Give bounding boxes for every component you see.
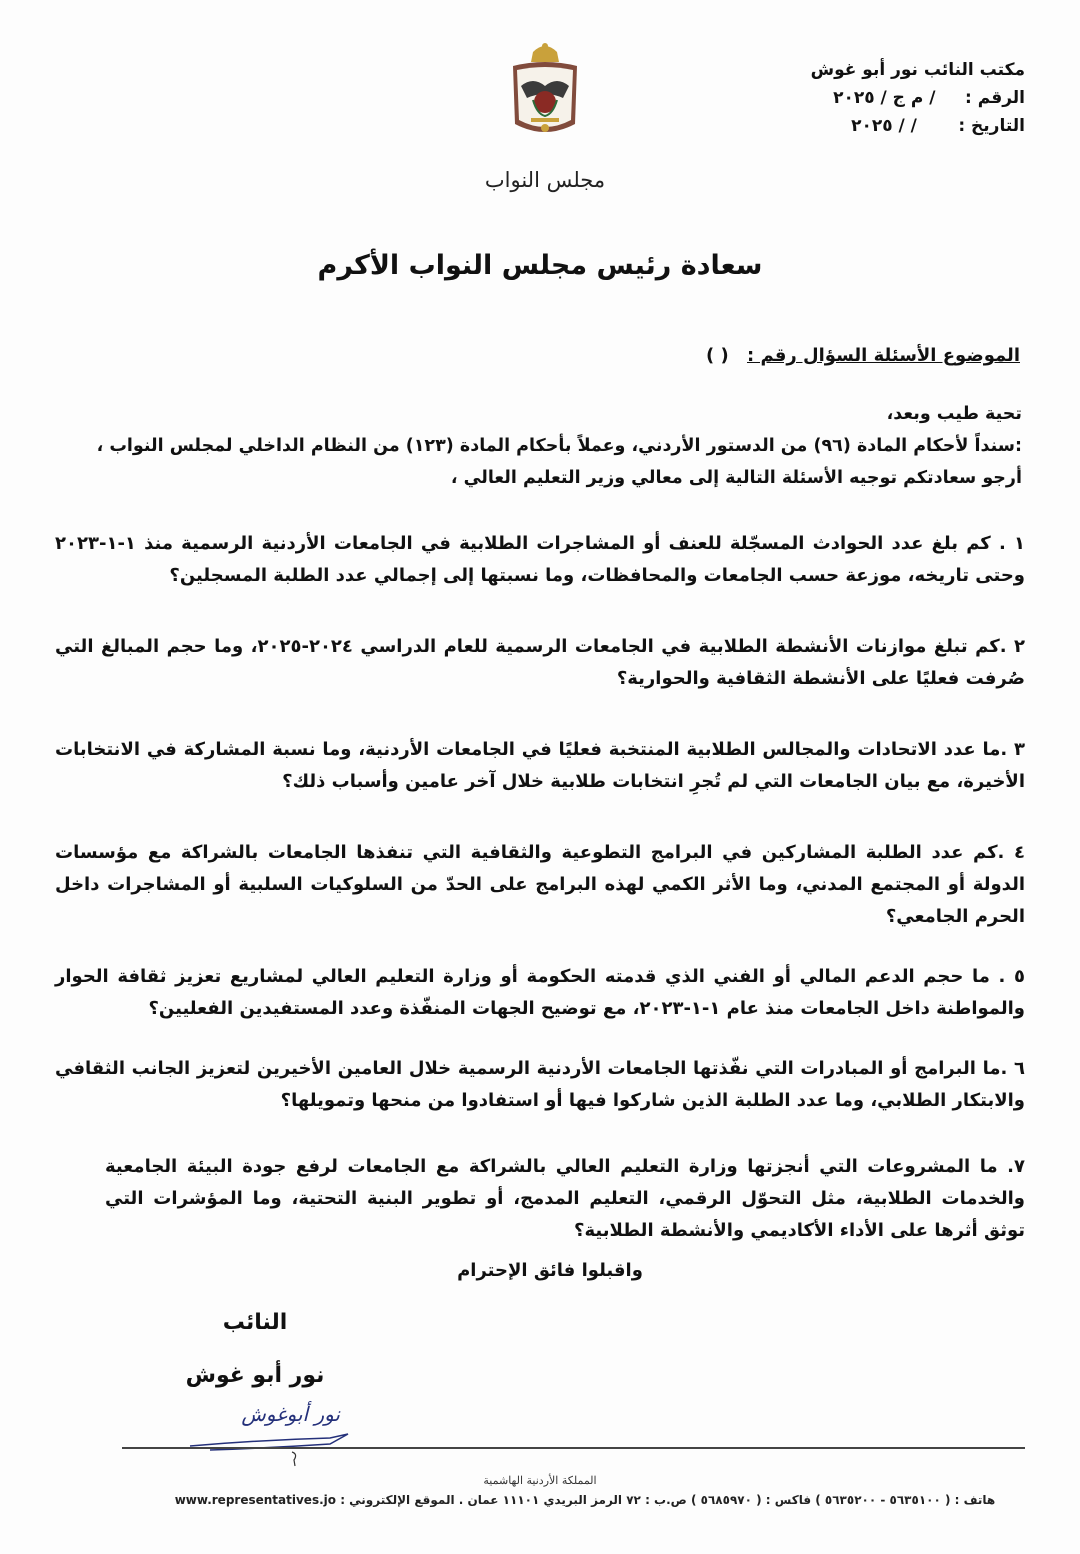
intro-paragraph — [60, 398, 1022, 494]
kingdom-script: المملكة الأردنية الهاشمية — [483, 1474, 597, 1487]
reference-value: / م ج / ٢٠٢٥ — [833, 88, 936, 108]
question-item: ٤ .كم عدد الطلبة المشاركين في البرامج التطوعية والثقافية التي تنفذها الجامعات بالشراكة مع مؤسسات الدولة أو المجتمع المدني، وما الأثر الكمي لهذه البرامج على الحدّ من السلوكيات السلبية أو المشاجرات داخل الحرم الجامعي؟ — [55, 842, 1025, 927]
addressee-heading: سعادة رئيس مجلس النواب الأكرم — [317, 250, 763, 281]
signatory-title: النائب — [222, 1310, 288, 1335]
subject-line — [706, 345, 1020, 366]
reference-row — [725, 84, 1025, 112]
greeting: تحية طيب وبعد، — [886, 404, 1022, 424]
date-row — [725, 112, 1025, 140]
question-item: ٥ . ما حجم الدعم المالي أو الفني الذي قدمته الحكومة أو وزارة التعليم العالي لمشاريع تعزيز ثقافة الحوار والمواطنة داخل الجامعات منذ عام ١-١-٢٠٢٣، مع توضيح الجهات المنفّذة وعدد المستفيدين الفعليين؟ — [55, 966, 1025, 1019]
date-value: / / ٢٠٢٥ — [851, 116, 917, 136]
contact-line — [150, 1493, 1020, 1507]
question-item: ٧. ما المشروعات التي أنجزتها وزارة التعليم العالي بالشراكة مع الجامعات لرفع جودة البيئة الجامعية والخدمات الطلابية، مثل التحوّل الرقمي، التعليم المدمج، أو تطوير البنية التحتية، وما المؤشرات التي توثق أثرها على الأداء الأكاديمي والأنشطة الطلابية؟ — [105, 1156, 1025, 1241]
jordan-coat-of-arms-icon — [503, 40, 587, 148]
question-number-placeholder: ( ) — [705, 345, 729, 366]
office-header — [725, 56, 1025, 140]
contact-details: هاتف : ( ٥٦٣٥١٠٠ - ٥٦٣٥٢٠٠ ) فاكس : ( ٥٦٨٥٩٧٠ ) ص.ب : ٧٢ الرمز البريدي ١١١٠١ عمان . الموقع الإلكتروني : — [340, 1493, 996, 1507]
handwritten-signature: نور أبوغوش — [241, 1402, 340, 1426]
date-label: التاريخ : — [958, 116, 1025, 136]
question-item: ٢ .كم تبلغ موازنات الأنشطة الطلابية في الجامعات الرسمية للعام الدراسي ٢٠٢٤-٢٠٢٥، وما حجم المبالغ التي صُرفت فعليًا على الأنشطة الثقافية والحوارية؟ — [55, 636, 1025, 689]
reference-label: الرقم : — [965, 88, 1025, 108]
intro-line-1: :سنداً لأحكام المادة (٩٦) من الدستور الأردني، وعملاً بأحكام المادة (١٢٣) من النظام الداخلي لمجلس النواب ، — [96, 436, 1022, 456]
closing-line: واقبلوا فائق الإحترام — [457, 1260, 643, 1281]
intro-line-2: أرجو سعادتكم توجيه الأسئلة التالية إلى معالي وزير التعليم العالي ، — [450, 468, 1022, 488]
signatory-block — [170, 1310, 340, 1388]
question-item: ٦ .ما البرامج أو المبادرات التي نفّذتها الجامعات الأردنية الرسمية خلال العامين الأخيرين لتعزيز الجانب الثقافي والابتكار الطلابي، وما عدد الطلبة الذين شاركوا فيها أو استفادوا من منحها وتمويلها؟ — [55, 1058, 1025, 1111]
council-name-script: مجلس النواب — [484, 168, 606, 192]
office-name: مكتب النائب نور أبو غوش — [810, 60, 1025, 80]
footer-divider — [122, 1447, 1025, 1449]
signature-flourish-icon — [180, 1424, 380, 1474]
question-item: ٣ .ما عدد الاتحادات والمجالس الطلابية المنتخبة فعليًا في الجامعات الأردنية، وما نسبة المشاركة في الانتخابات الأخيرة، مع بيان الجامعات التي لم تُجرِ انتخابات طلابية خلال آخر عامين وأسباب ذلك؟ — [55, 739, 1025, 792]
questions-list — [55, 528, 1025, 1247]
website-link[interactable]: www.representatives.jo — [174, 1493, 336, 1507]
question-item: ١ . كم بلغ عدد الحوادث المسجّلة للعنف أو المشاجرات الطلابية في الجامعات الأردنية الرسمية منذ ١-١-٢٠٢٣ وحتى تاريخه، موزعة حسب الجامعات والمحافظات، وما نسبتها إلى إجمالي عدد الطلبة المسجلين؟ — [55, 533, 1025, 586]
signatory-name: نور أبو غوش — [185, 1363, 325, 1388]
subject-label: الموضوع الأسئلة السؤال رقم : — [747, 345, 1020, 366]
